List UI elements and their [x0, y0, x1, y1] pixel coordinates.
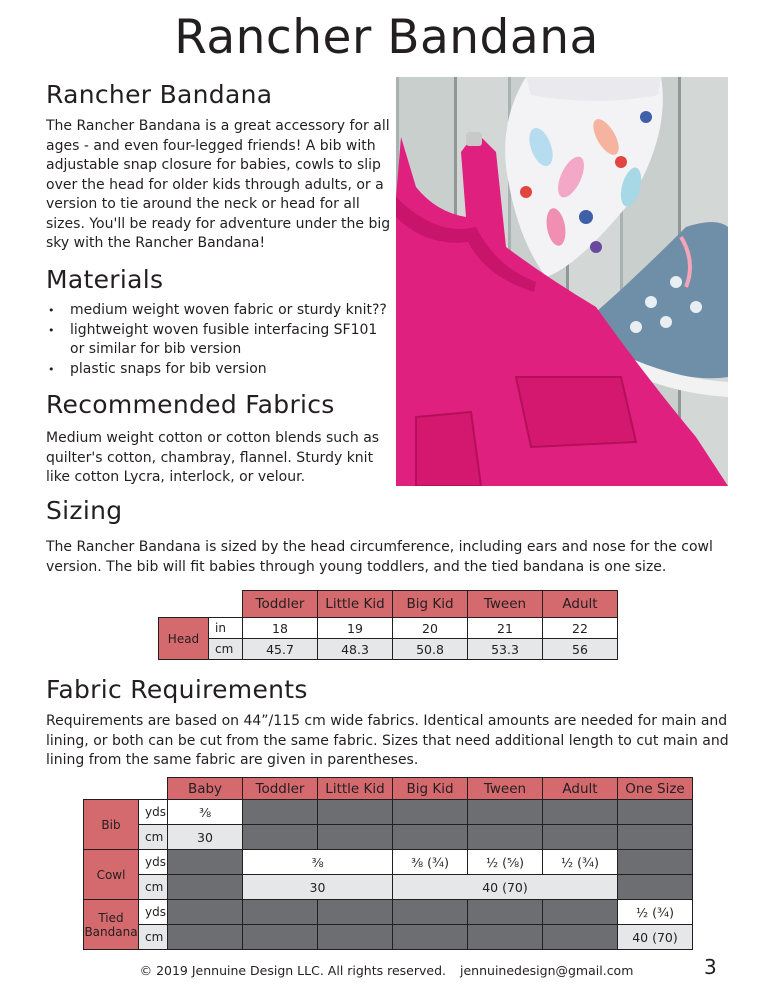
unit-label: yds	[139, 800, 168, 825]
fabrics-text: Medium weight cotton or cotton blends such as quilter's cotton, chambray, flannel. Sturdy knit like cotton Lycra, interlock, or velour.	[46, 430, 380, 485]
column-header: One Size	[618, 778, 693, 800]
column-header: Big Kid	[393, 778, 468, 800]
materials-item: • lightweight woven fusible interfacing SF101 or similar for bib version	[48, 321, 378, 357]
column-header: Big Kid	[393, 591, 468, 618]
row-label-tied-bandana: Tied Bandana	[84, 900, 139, 950]
fabrics-heading: Recommended Fabrics	[46, 390, 335, 419]
table-cell: 45.7	[243, 639, 318, 660]
intro-heading: Rancher Bandana	[46, 80, 273, 109]
requirements-text: Requirements are based on 44”/115 cm wide fabrics. Identical amounts are needed for main and lining, or both can be cut from the same fabric. Sizes that need additional length to cut main and lining from the same fabric are given in parentheses.	[46, 713, 729, 768]
unit-label: cm	[139, 825, 168, 850]
table-cell: 18	[243, 618, 318, 639]
materials-item: • medium weight woven fabric or sturdy knit??	[46, 301, 391, 321]
footer	[0, 963, 773, 978]
bandana-image	[505, 77, 663, 277]
table-cell: ⅜	[243, 850, 393, 875]
unit-label: cm	[139, 875, 168, 900]
column-header: Little Kid	[318, 778, 393, 800]
unit-label: yds	[139, 900, 168, 925]
page-number: 3	[704, 955, 717, 979]
table-cell: 30	[168, 825, 243, 850]
table-cell: ⅜ (¾)	[393, 850, 468, 875]
page-title: Rancher Bandana	[174, 10, 599, 65]
table-cell: 21	[468, 618, 543, 639]
sizing-table	[158, 590, 618, 660]
materials-list	[46, 301, 391, 379]
requirements-table	[83, 777, 693, 950]
copyright-text: © 2019 Jennuine Design LLC. All rights reserved.	[139, 963, 447, 978]
table-cell: ½ (¾)	[618, 900, 693, 925]
intro-text: The Rancher Bandana is a great accessory for all ages - and even four-legged friends! A bib with adjustable snap closure for babies, cowls to slip over the head for older kids through adults, or a version to tie around the neck or head for all sizes. You'll be ready for adventure under the big sky with the Rancher Bandana!	[46, 118, 391, 251]
bullet-icon: •	[48, 304, 55, 317]
table-cell: ½ (⅝)	[468, 850, 543, 875]
bullet-icon: •	[48, 323, 55, 337]
product-photo	[396, 77, 728, 486]
table-cell: 22	[543, 618, 618, 639]
unit-label: yds	[139, 850, 168, 875]
table-cell: 48.3	[318, 639, 393, 660]
column-header: Adult	[543, 778, 618, 800]
sizing-heading: Sizing	[46, 496, 123, 525]
sizing-text: The Rancher Bandana is sized by the head circumference, including ears and nose for the cowl version. The bib will fit babies through young toddlers, and the tied bandana is one size.	[46, 539, 713, 575]
unit-label: in	[209, 618, 243, 639]
table-cell: 40 (70)	[393, 875, 618, 900]
table-cell: 56	[543, 639, 618, 660]
row-label: Head	[159, 618, 209, 660]
column-header: Baby	[168, 778, 243, 800]
table-cell: 53.3	[468, 639, 543, 660]
column-header: Toddler	[243, 778, 318, 800]
column-header: Tween	[468, 591, 543, 618]
table-cell: 40 (70)	[618, 925, 693, 950]
table-cell: 20	[393, 618, 468, 639]
table-cell: 19	[318, 618, 393, 639]
table-cell: ⅜	[168, 800, 243, 825]
email-link[interactable]: jennuinedesign@gmail.com	[460, 963, 634, 978]
unit-label: cm	[139, 925, 168, 950]
column-header: Toddler	[243, 591, 318, 618]
row-label-cowl: Cowl	[84, 850, 139, 900]
unit-label: cm	[209, 639, 243, 660]
materials-heading: Materials	[46, 265, 164, 294]
table-cell: 30	[243, 875, 393, 900]
table-cell: 50.8	[393, 639, 468, 660]
bullet-icon: •	[48, 362, 55, 376]
column-header: Tween	[468, 778, 543, 800]
column-header: Little Kid	[318, 591, 393, 618]
materials-item: • plastic snaps for bib version	[46, 360, 391, 380]
table-cell: ½ (¾)	[543, 850, 618, 875]
row-label-bib: Bib	[84, 800, 139, 850]
column-header: Adult	[543, 591, 618, 618]
requirements-heading: Fabric Requirements	[46, 675, 308, 704]
